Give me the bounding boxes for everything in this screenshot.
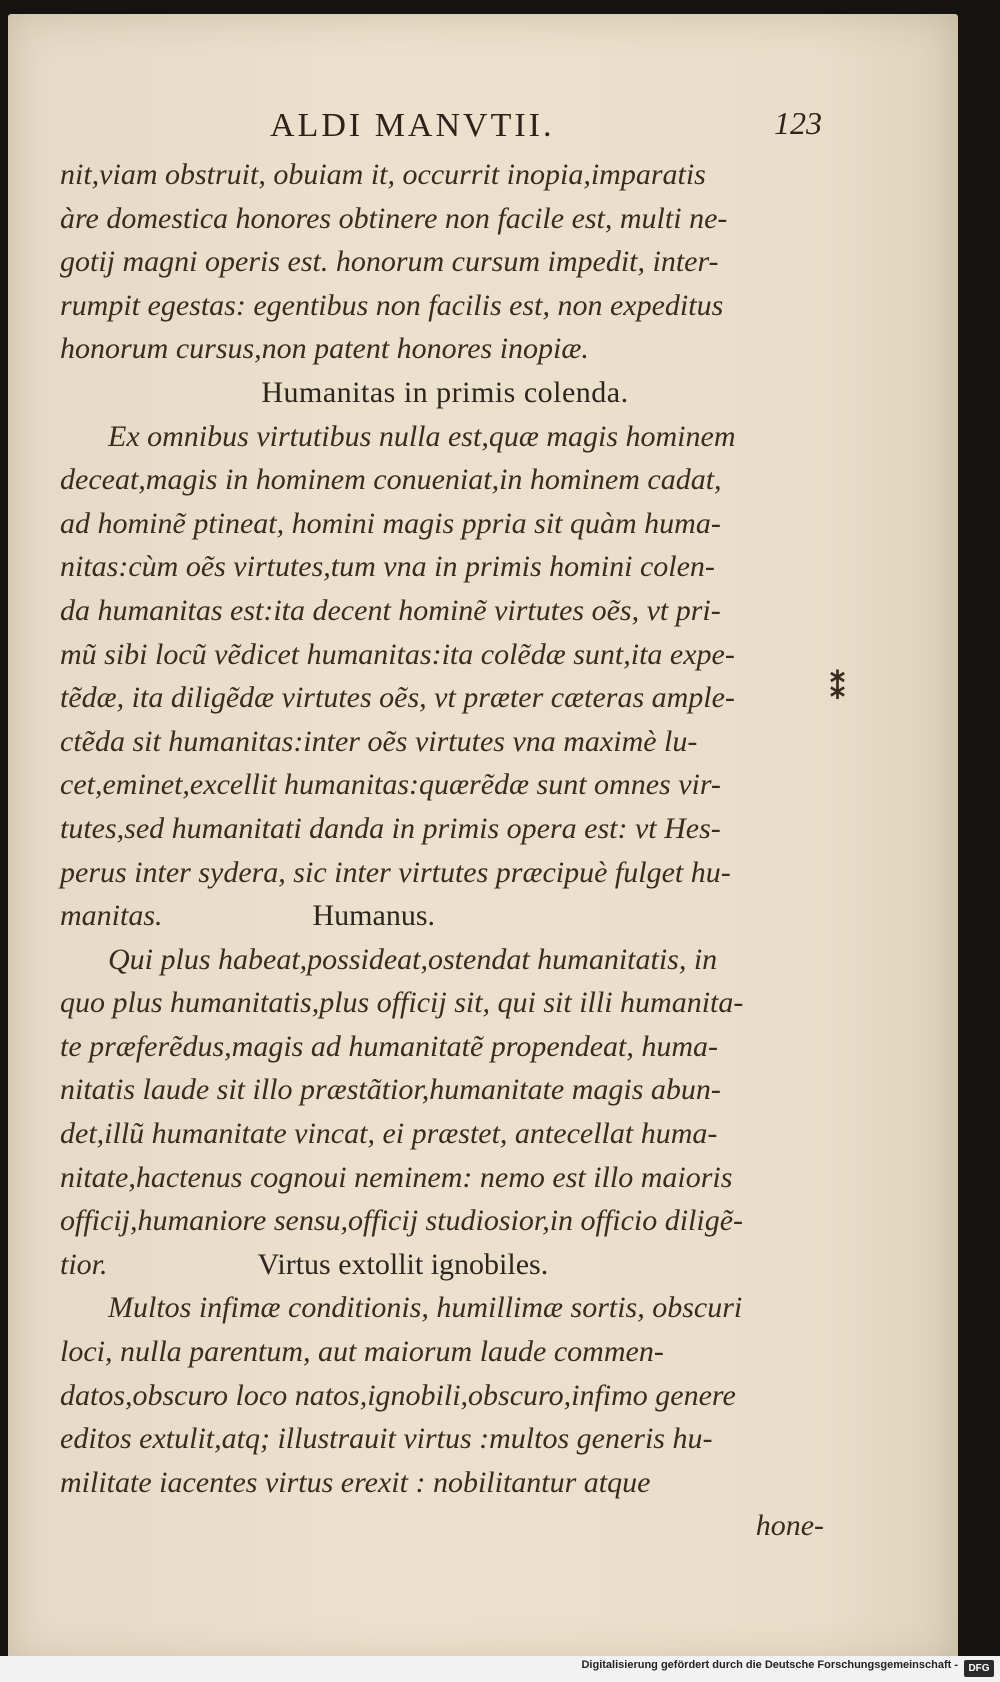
text-line: datos,obscuro loco natos,ignobili,obscuro,infimo genere <box>60 1378 736 1412</box>
line-text: manitas. <box>60 899 163 933</box>
text-line <box>60 894 830 938</box>
book-page <box>8 14 958 1664</box>
running-head: ALDI MANVTII. <box>270 107 555 144</box>
text-line: perus inter sydera, sic inter virtutes præcipuè fulget hu- <box>60 855 731 889</box>
text-line: Qui plus habeat,possideat,ostendat humanitatis, in <box>108 942 718 976</box>
text-line: da humanitas est:ita decent hominẽ virtutes oẽs, vt pri- <box>60 593 721 627</box>
text-line: àre domestica honores obtinere non facile est, multi ne- <box>60 201 728 235</box>
section-heading: Humanitas in primis colenda. <box>261 375 629 409</box>
text-line: militate iacentes virtus erexit : nobilitantur atque <box>60 1465 651 1499</box>
text-line: Multos infimæ conditionis, humillimæ sortis, obscuri <box>108 1291 743 1325</box>
text-line: Ex omnibus virtutibus nulla est,quæ magis hominem <box>108 419 736 453</box>
text-line: te præferẽdus,magis ad humanitatẽ propendeat, huma- <box>60 1029 718 1063</box>
text-line: tutes,sed humanitati danda in primis opera est: vt Hes- <box>60 811 721 845</box>
text-line: officij,humaniore sensu,officij studiosior,in officio diligẽ- <box>60 1204 744 1238</box>
text-line: deceat,magis in hominem conueniat,in hominem cadat, <box>60 463 722 497</box>
page-number: 123 <box>774 105 822 141</box>
text-line: gotij magni operis est. honorum cursum impedit, inter- <box>60 245 719 279</box>
text-line: nitas:cùm oẽs virtutes,tum vna in primis homini colen- <box>60 550 715 584</box>
page-header <box>60 103 830 153</box>
section-heading: Virtus extollit ignobiles. <box>257 1247 549 1281</box>
text-line: cet,eminet,excellit humanitas:quærẽdæ sunt omnes vir- <box>60 768 721 802</box>
text-line: honorum cursus,non patent honores inopiæ. <box>60 332 589 366</box>
line-text: tior. <box>60 1247 108 1281</box>
section-heading: Humanus. <box>312 899 436 933</box>
digitization-credit: Digitalisierung gefördert durch die Deutsche Forschungsgemeinschaft - <box>581 1659 958 1671</box>
text-line: nit,viam obstruit, obuiam it, occurrit inopia,imparatis <box>60 158 706 191</box>
text-lines <box>60 153 830 1548</box>
text-line: tẽdæ, ita diligẽdæ virtutes oẽs, vt præter cæteras ample- <box>60 681 735 715</box>
text-line <box>60 1243 830 1287</box>
text-line: mũ sibi locũ vẽdicet humanitas:ita colẽdæ sunt,ita expe- <box>60 637 735 671</box>
text-line: loci, nulla parentum, aut maiorum laude commen- <box>60 1335 664 1369</box>
dfg-logo: DFG <box>964 1660 994 1677</box>
text-line: quo plus humanitatis,plus officij sit, qui sit illi humanita- <box>60 986 744 1020</box>
margin-mark: ⁑ <box>830 672 845 705</box>
catchword: hone- <box>755 1509 824 1543</box>
page-text <box>60 103 830 1548</box>
text-line: ad hominẽ ptineat, homini magis ppria sit quàm huma- <box>60 506 721 540</box>
text-line: det,illũ humanitate vincat, ei præstet, antecellat huma- <box>60 1117 718 1151</box>
footer-bar <box>0 1656 1000 1682</box>
text-line: nitatis laude sit illo præstãtior,humanitate magis abun- <box>60 1073 721 1107</box>
text-line: rumpit egestas: egentibus non facilis est, non expeditus <box>60 288 724 322</box>
text-line: editos extulit,atq; illustrauit virtus :multos generis hu- <box>60 1422 713 1456</box>
text-line: nitate,hactenus cognoui neminem: nemo est illo maioris <box>60 1160 733 1194</box>
text-line: ctẽda sit humanitas:inter oẽs virtutes vna maximè lu- <box>60 724 698 758</box>
